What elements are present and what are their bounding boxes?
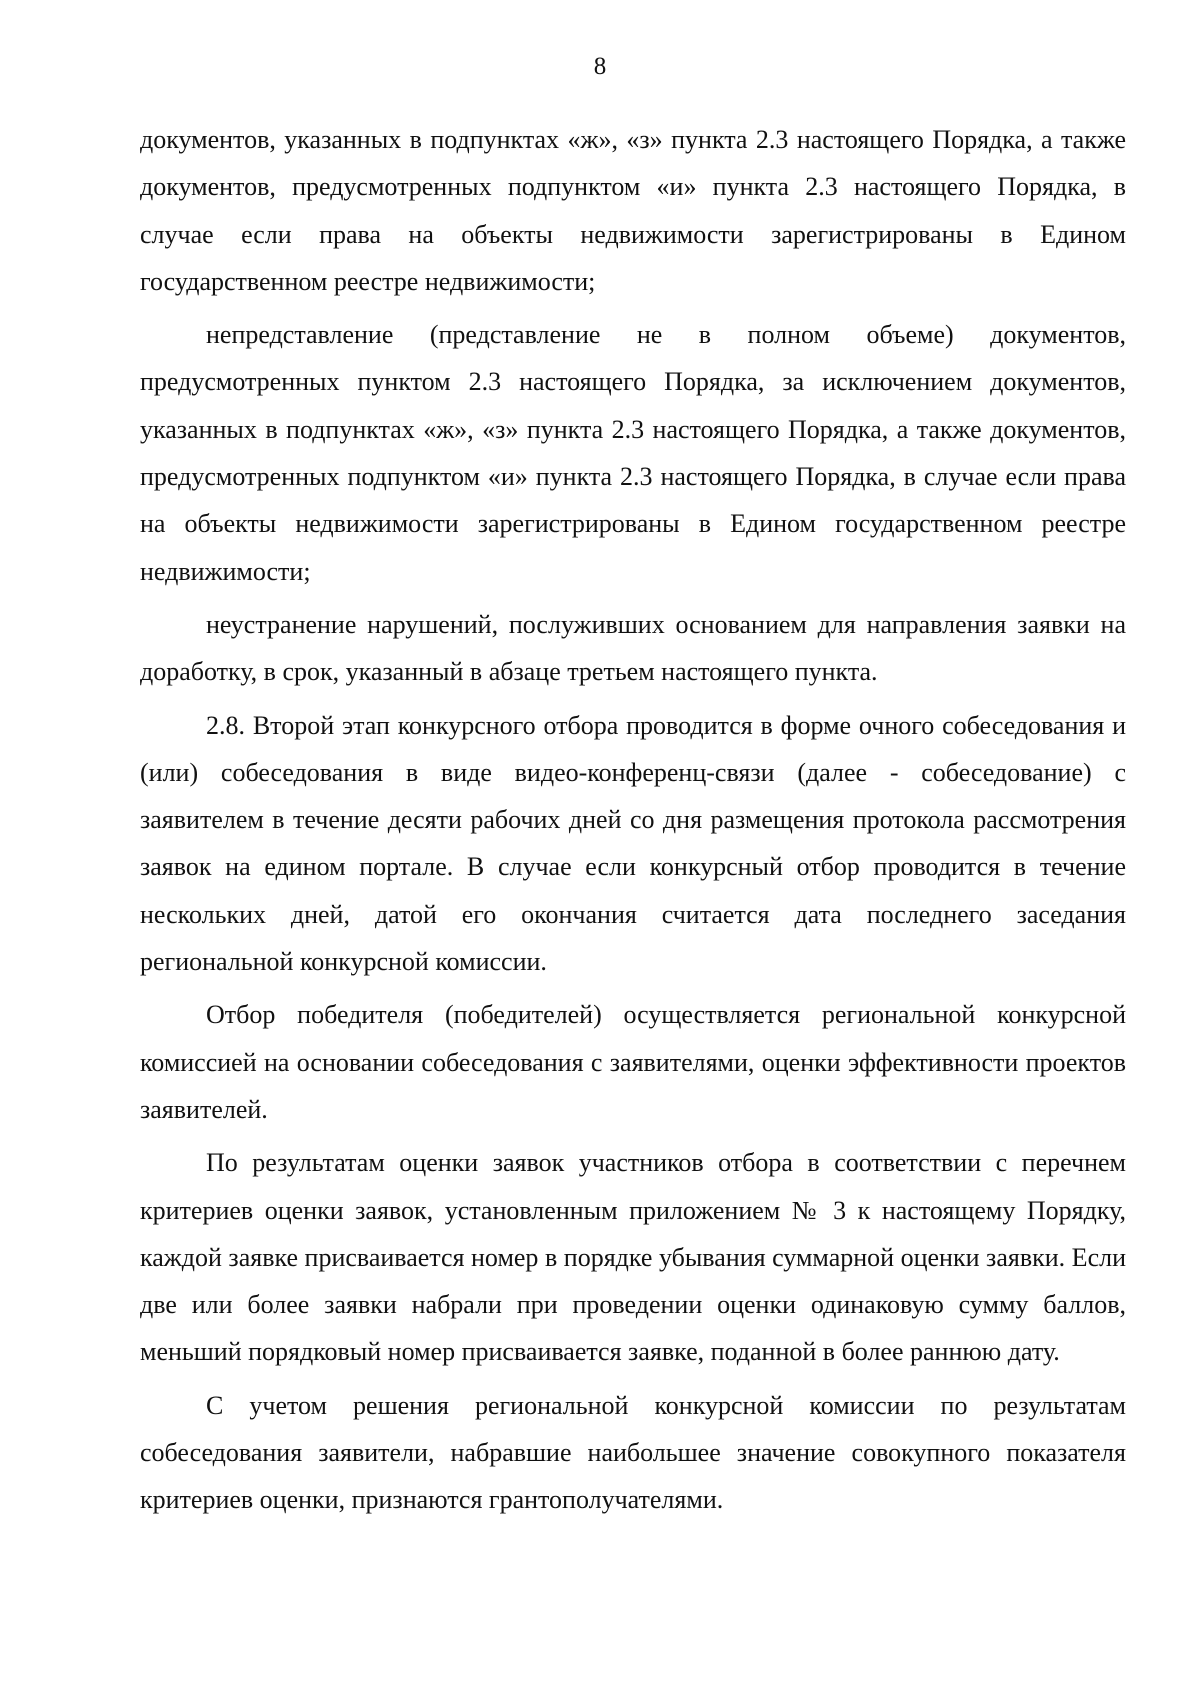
paragraph-non-submission: непредставление (представление не в полном объеме) документов, предусмотренных пунктом 2.3 настоящего Порядка, за исключением документов, указанных в подпунктах «ж», «з» пункта 2.3 настоящего Порядка, а также документов, предусмотренных подпунктом «и» пункта 2.3 настоящего Порядка, в случае если права на объекты недвижимости зарегистрированы в Едином государственном реестре недвижимости;: [140, 320, 1126, 586]
page-number: 8: [593, 53, 607, 80]
paragraph-continuation: документов, указанных в подпунктах «ж», «з» пункта 2.3 настоящего Порядка, а также документов, предусмотренных подпунктом «и» пункта 2.3 настоящего Порядка, в случае если права на объекты недвижимости зарегистрированы в Едином государственном реестре недвижимости;: [140, 125, 1126, 296]
document-body: [140, 116, 1126, 1524]
paragraph-non-elimination: неустранение нарушений, послуживших основанием для направления заявки на доработку, в срок, указанный в абзаце третьем настоящего пункта.: [140, 609, 1126, 687]
paragraph-2-8-second-stage: 2.8. Второй этап конкурсного отбора проводится в форме очного собеседования и (или) собеседования в виде видео-конференц-связи (далее - собеседование) с заявителем в течение десяти рабочих дней со дня размещения протокола рассмотрения заявок на едином портале. В случае если конкурсный отбор проводится в течение нескольких дней, датой его окончания считается дата последнего заседания региональной конкурсной комиссии.: [140, 710, 1126, 977]
paragraph-grant-recipients: С учетом решения региональной конкурсной комиссии по результатам собеседования заявители, набравшие наибольшее значение совокупного показателя критериев оценки, признаются грантополучателями.: [140, 1390, 1126, 1515]
paragraph-evaluation-results: По результатам оценки заявок участников отбора в соответствии с перечнем критериев оценки заявок, установленным приложением № 3 к настоящему Порядку, каждой заявке присваивается номер в порядке убывания суммарной оценки заявки. Если две или более заявки набрали при проведении оценки одинаковую сумму баллов, меньший порядковый номер присваивается заявке, поданной в более раннюю дату.: [140, 1148, 1126, 1367]
paragraph-winner-selection: Отбор победителя (победителей) осуществляется региональной конкурсной комиссией на основании собеседования с заявителями, оценки эффективности проектов заявителей.: [140, 1000, 1126, 1124]
